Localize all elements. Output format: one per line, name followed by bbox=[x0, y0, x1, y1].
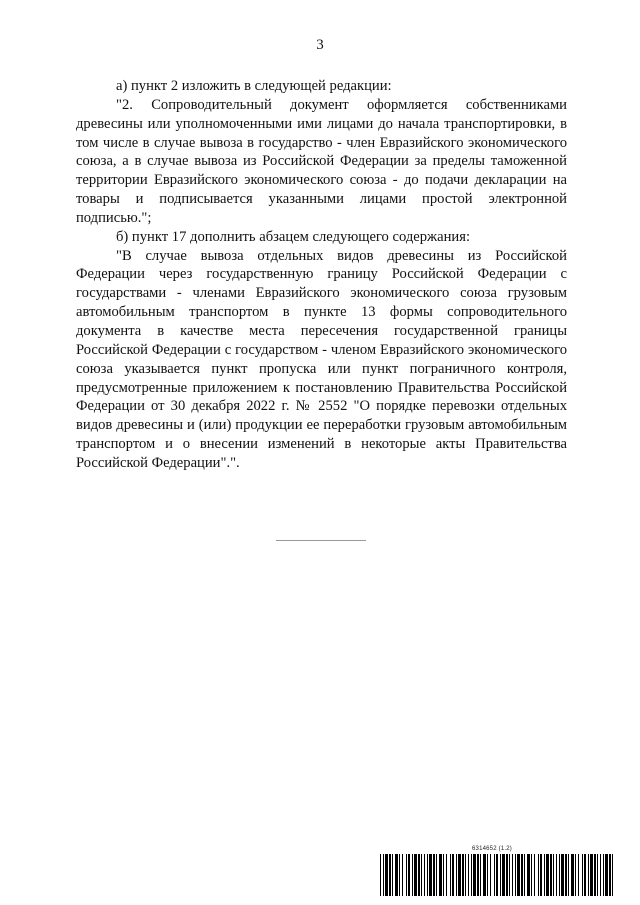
barcode-icon bbox=[380, 854, 614, 896]
barcode-block bbox=[380, 846, 614, 896]
paragraph-b-quote: "В случае вывоза отдельных видов древесины из Российской Федерации через государственную границу Российской Федерации с государствами - членами Евразийского экономического союза грузовым автомобильным транспортом в пункте 13 формы сопроводительного документа в качестве места пересечения государственной границы Российской Федерации с государством - членом Евразийского экономического союза указывается пункт пропуска или пункт пограничного контроля, предусмотренные приложением к постановлению Правительства Российской Федерации от 30 декабря 2022 г. № 2552 "О порядке перевозки отдельных видов древесины и (или) продукции ее переработки грузовым автомобильным транспортом и о внесении изменений в некоторые акты Правительства Российской Федерации".". bbox=[76, 247, 567, 471]
end-separator-line bbox=[276, 540, 366, 541]
document-body bbox=[76, 77, 567, 473]
paragraph-a-intro: а) пункт 2 изложить в следующей редакции: bbox=[116, 78, 392, 94]
barcode-label: 6314652 (1.2) bbox=[472, 846, 512, 852]
paragraph-b-intro: б) пункт 17 дополнить абзацем следующего содержания: bbox=[116, 228, 471, 245]
page-number: 3 bbox=[316, 37, 324, 53]
paragraph-a-quote: "2. Сопроводительный документ оформляется собственниками древесины или уполномоченными ими лицами до начала транспортировки, в том числе в случае вывоза в государство - член Евразийского экономического союза, а в случае вывоза из Российской Федерации за пределы таможенной территории Евразийского экономического союза - до подачи декларации на товары и подписывается указанными лицами простой электронной подписью."; bbox=[76, 96, 567, 226]
